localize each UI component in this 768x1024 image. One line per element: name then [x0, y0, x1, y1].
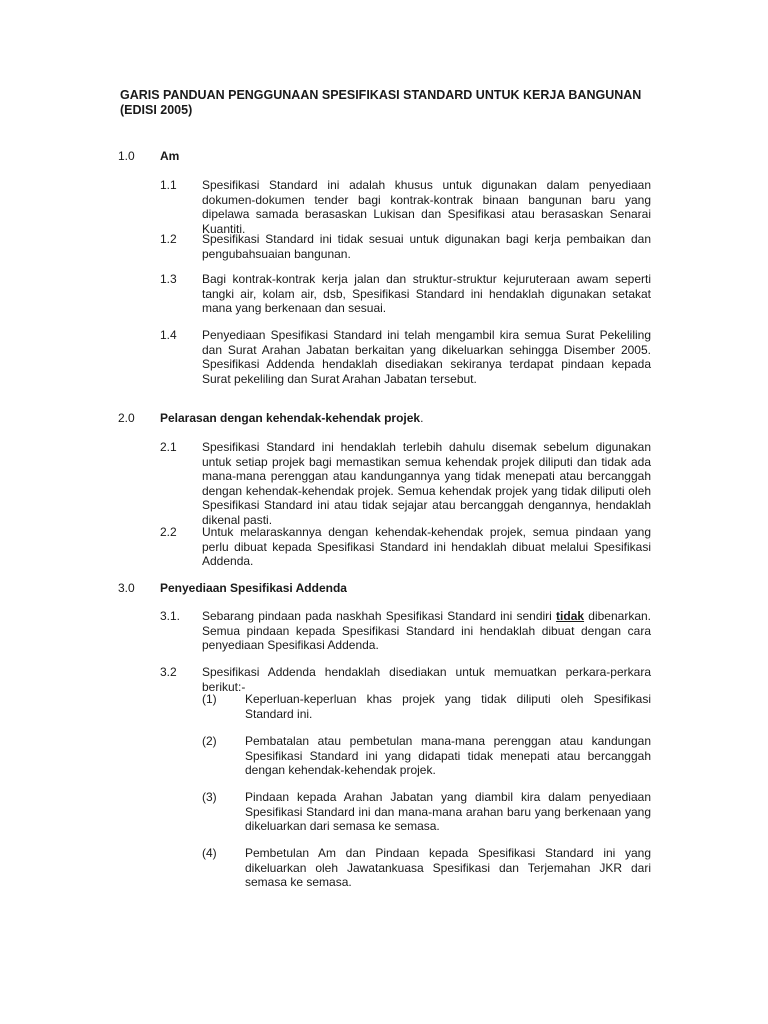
- item-1-2-text: Spesifikasi Standard ini tidak sesuai untuk digunakan bagi kerja pembaikan dan pengubahsuaian bangunan.: [202, 232, 651, 261]
- item-2-1-text: Spesifikasi Standard ini hendaklah terlebih dahulu disemak sebelum digunakan untuk setiap projek bagi memastikan semua kehendak projek diliputi dan tidak ada mana-mana perenggan atau kandungannya yang tidak menepati atau bercanggah dengan kehendak-kehendak projek. Semua kehendak projek yang tidak diliputi oleh Spesifikasi Standard ini atau tidak sejajar atau bercanggah dengannya, hendaklah dikenal pasti.: [202, 440, 651, 527]
- item-3-1-text-after: dibenarkan. Semua pindaan kepada Spesifikasi Standard ini hendaklah dibuat dengan cara penyediaan Spesifikasi Addenda.: [202, 609, 652, 652]
- section-3-number: 3.0: [118, 581, 135, 595]
- section-1-title: Am: [160, 149, 180, 163]
- item-1-1-number: 1.1: [160, 178, 177, 192]
- section-1-number: 1.0: [118, 149, 135, 163]
- item-3-1-text: [202, 609, 651, 653]
- sub-item-2-number: (2): [202, 734, 217, 748]
- item-1-1-text: Spesifikasi Standard ini adalah khusus untuk digunakan dalam penyediaan dokumen-dokumen tender bagi kontrak-kontrak binaan bangunan baru yang dipelawa samada berasaskan Lukisan dan Spesifikasi atau berasaskan Senarai Kuantiti.: [202, 178, 651, 236]
- sub-item-3-text: Pindaan kepada Arahan Jabatan yang diambil kira dalam penyediaan Spesifikasi Standard ini dan mana-mana arahan baru yang berkenaan yang dikeluarkan dari semasa ke semasa.: [245, 790, 651, 833]
- sub-item-3-number: (3): [202, 790, 217, 804]
- item-2-2-text: Untuk melaraskannya dengan kehendak-kehendak projek, semua pindaan yang perlu dibuat kepada Spesifikasi Standard ini hendaklah dibuat melalui Spesifikasi Addenda.: [202, 525, 651, 568]
- section-2-title-text: Pelarasan dengan kehendak-kehendak projek: [160, 411, 421, 425]
- sub-item-1-text: Keperluan-keperluan khas projek yang tidak diliputi oleh Spesifikasi Standard ini.: [245, 692, 651, 721]
- item-1-2-number: 1.2: [160, 232, 177, 246]
- section-2-title: [160, 411, 423, 426]
- item-3-1-emphasis: tidak: [556, 609, 585, 623]
- item-1-3-text: Bagi kontrak-kontrak kerja jalan dan struktur-struktur kejuruteraan awam seperti tangki air, kolam air, dsb, Spesifikasi Standard ini hendaklah digunakan setakat mana yang berkenaan dan sesuai.: [202, 272, 651, 315]
- item-2-1-number: 2.1: [160, 440, 177, 454]
- item-1-4-number: 1.4: [160, 328, 177, 342]
- section-2-number: 2.0: [118, 411, 135, 425]
- section-2-title-suffix: .: [420, 411, 424, 425]
- item-1-3-number: 1.3: [160, 272, 177, 286]
- item-3-1-text-before: Sebarang pindaan pada naskhah Spesifikasi Standard ini sendiri: [202, 609, 557, 623]
- item-3-2-text: Spesifikasi Addenda hendaklah disediakan untuk memuatkan perkara-perkara berikut:-: [202, 665, 651, 694]
- sub-item-1-number: (1): [202, 692, 217, 706]
- title-line-2: (EDISI 2005): [120, 103, 193, 117]
- item-3-2-number: 3.2: [160, 665, 177, 679]
- document-title: [120, 88, 660, 118]
- item-2-2-number: 2.2: [160, 525, 177, 539]
- title-line-1: GARIS PANDUAN PENGGUNAAN SPESIFIKASI STANDARD UNTUK KERJA BANGUNAN: [120, 88, 642, 102]
- section-3-title: Penyediaan Spesifikasi Addenda: [160, 581, 347, 595]
- item-3-1-number: 3.1.: [160, 609, 181, 623]
- sub-item-2-text: Pembatalan atau pembetulan mana-mana perenggan atau kandungan Spesifikasi Standard ini yang didapati tidak menepati atau bercanggah dengan kehendak-kehendak projek.: [245, 734, 651, 777]
- sub-item-4-text: Pembetulan Am dan Pindaan kepada Spesifikasi Standard ini yang dikeluarkan oleh Jawatankuasa Spesifikasi dan Terjemahan JKR dari semasa ke semasa.: [245, 846, 651, 889]
- sub-item-4-number: (4): [202, 846, 217, 860]
- item-1-4-text: Penyediaan Spesifikasi Standard ini telah mengambil kira semua Surat Pekeliling dan Surat Arahan Jabatan berkaitan yang dikeluarkan sehingga Disember 2005. Spesifikasi Addenda hendaklah disediakan sekiranya terdapat pindaan kepada Surat pekeliling dan Surat Arahan Jabatan tersebut.: [202, 328, 651, 386]
